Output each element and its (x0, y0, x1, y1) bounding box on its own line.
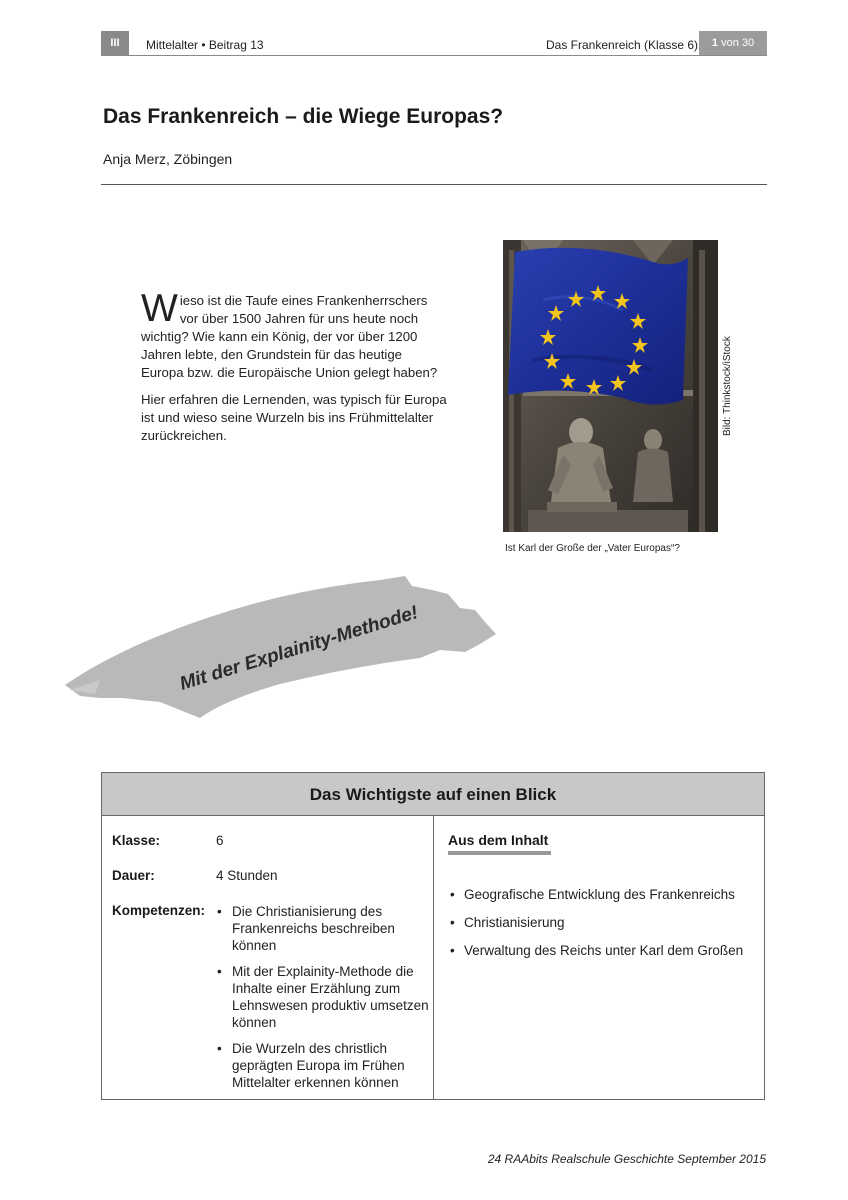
dauer-label: Dauer: (112, 868, 155, 883)
klasse-label: Klasse: (112, 833, 161, 848)
page-current: 1 (711, 37, 719, 49)
series-label: Mittelalter • Beitrag 13 (146, 38, 264, 52)
inhalt-title: Aus dem Inhalt (448, 832, 549, 848)
kompetenz-item: • Die Christianisierung des Frankenreichs beschreiben können (215, 903, 430, 954)
inhalt-list (448, 886, 743, 970)
inhalt-underline (448, 851, 551, 855)
inhalt-item: • Verwaltung des Reichs unter Karl dem Großen (448, 942, 743, 960)
kompetenzen-label: Kompetenzen: (112, 903, 206, 918)
author: Anja Merz, Zöbingen (103, 151, 233, 167)
klasse-value: 6 (216, 833, 224, 848)
explainity-banner (60, 572, 505, 722)
dauer-value: 4 Stunden (216, 868, 278, 883)
summary-divider (433, 816, 434, 1100)
photo-credit: Bild: Thinkstock/iStock (722, 336, 733, 436)
drop-cap: W (141, 287, 178, 330)
photo-caption: Ist Karl der Große der „Vater Europas“? (505, 543, 680, 554)
eu-flag-photo (503, 240, 718, 532)
page-total: von 30 (718, 37, 755, 49)
page-indicator (699, 31, 767, 55)
kompetenzen-list (215, 903, 430, 1100)
intro-paragraph-1 (141, 287, 447, 382)
page-title: Das Frankenreich – die Wiege Europas? (103, 105, 504, 128)
inhalt-item: • Geografische Entwicklung des Frankenreichs (448, 886, 743, 904)
eu-flag-photo-illustration (503, 240, 718, 532)
footer-source: 24 RAAbits Realschule Geschichte September 2015 (487, 1152, 766, 1166)
intro-paragraph-2: Hier erfahren die Lernenden, was typisch für Europa ist und wieso seine Wurzeln bis ins Frühmittelalter zurückreichen. (141, 392, 447, 443)
intro-text (141, 287, 447, 454)
title-rule (101, 184, 767, 185)
topic-label: Das Frankenreich (Klasse 6) (546, 38, 699, 52)
banner-text: Mit der Explainity-Methode! (177, 602, 421, 695)
header-divider (101, 55, 767, 56)
summary-heading: Das Wichtigste auf einen Blick (102, 773, 764, 816)
kompetenz-item: • Die Wurzeln des christlich geprägten Europa im Frühen Mittelalter erkennen können (215, 1040, 430, 1091)
section-badge: III (101, 31, 129, 55)
intro-paragraph-1-text: ieso ist die Taufe eines Frankenherrschers vor über 1500 Jahren für uns heute noch wichtig? Wie kann ein König, der vor über 1200 Jahren lebte, den Grundstein für das heutige Europa bzw. die Europäische Union gelegt haben? (141, 293, 438, 380)
kompetenz-item: • Mit der Explainity-Methode die Inhalte einer Erzählung zum Lehnswesen produktiv umsetzen können (215, 963, 430, 1031)
inhalt-item: • Christianisierung (448, 914, 743, 932)
summary-box (101, 772, 765, 1100)
